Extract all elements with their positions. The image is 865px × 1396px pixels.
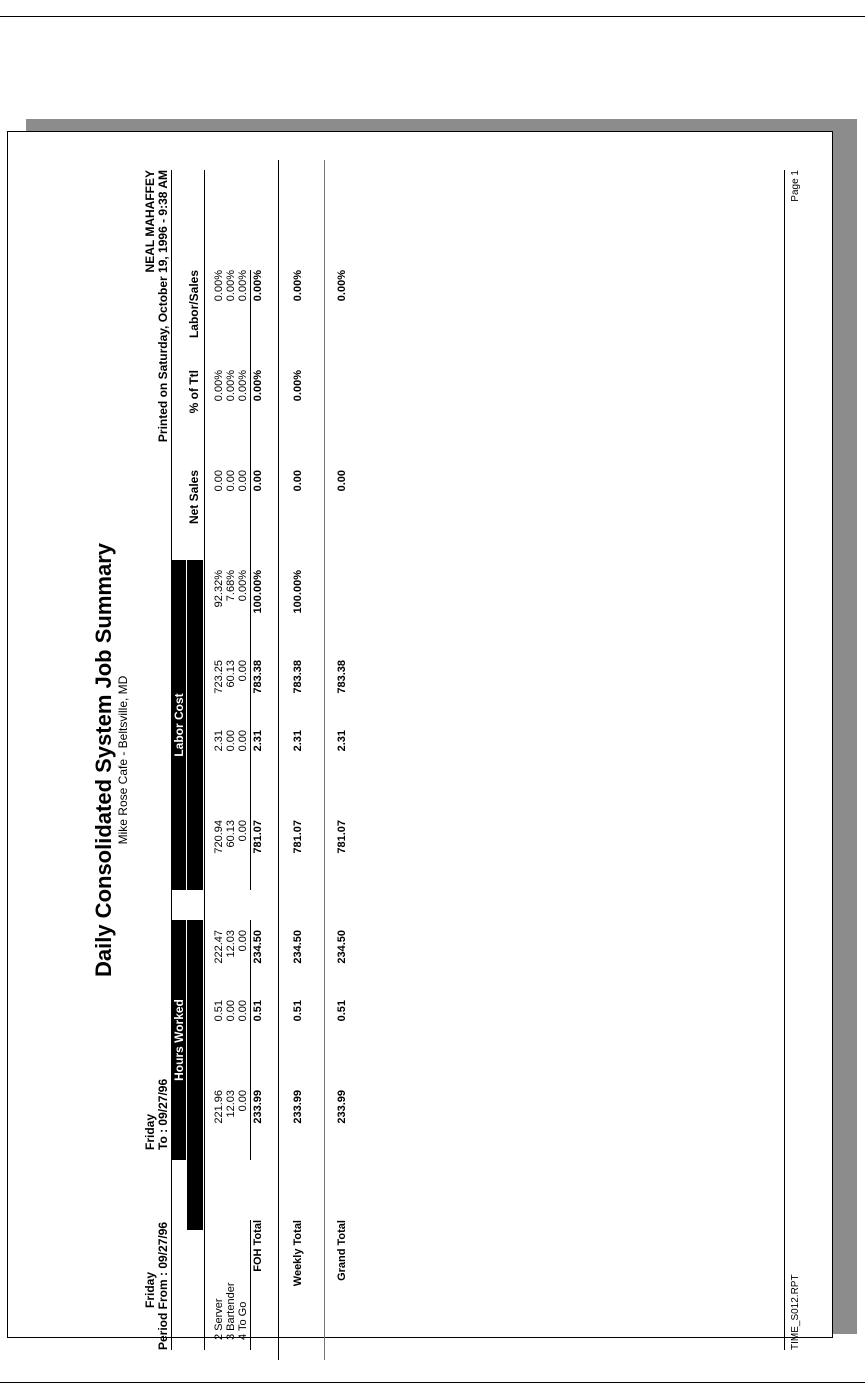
report-page [7,131,833,1350]
report-title: Daily Consolidated System Job Summary [91,542,116,978]
table-cell: 0.00 [292,470,304,492]
col-total-hours: Total [187,930,201,958]
table-cell: 60.13 [225,660,237,688]
table-cell: 12.03 [225,1090,237,1118]
row-label: 4 To Go [237,1301,249,1340]
table-cell: 783.38 [252,660,264,694]
table-cell: 0.00 [237,930,249,952]
table-cell: 2.31 [336,730,348,752]
col-overtime-hours: Overtime [187,1000,201,1053]
col-regular-cost: Regular [187,820,201,865]
grand-rule [324,160,325,1360]
period-from-day: Friday [143,1272,157,1309]
table-cell: 0.00% [336,270,348,302]
table-cell: 92.32% [213,570,225,608]
table-cell: 0.00% [213,270,225,302]
table-cell: 0.00% [292,270,304,302]
period-from: Period From : 09/27/96 [156,1221,170,1350]
report-subtitle: Mike Rose Cafe - Beltsville, MD [116,675,130,845]
table-cell: 2.31 [292,730,304,752]
labor-cost-label: Labor Cost [172,693,186,757]
table-cell: 2.31 [213,730,225,752]
table-cell: 0.00% [225,370,237,402]
period-to-day: Friday [143,1113,157,1150]
top-rule [0,16,865,17]
subtotal-rule [250,270,251,560]
weekly-rule [278,160,279,1360]
report-file-name: TIME_S012.RPT [790,1274,801,1350]
table-cell: 233.99 [336,1090,348,1124]
labor-cost-bar [172,560,186,890]
table-cell: 0.00 [252,470,264,492]
table-cell: 0.00% [237,270,249,302]
table-cell: 0.00 [225,1000,237,1022]
column-header-rule [204,170,205,1350]
table-cell: 234.50 [336,930,348,964]
table-cell: 7.68% [225,570,237,602]
table-cell: 0.51 [292,1000,304,1022]
table-cell: 0.00% [252,270,264,302]
table-cell: 0.00 [225,730,237,752]
col-pct-total-sales: % of Ttl [187,370,201,414]
col-labor-sales: Labor/Sales [187,270,201,339]
table-cell: 0.00 [237,470,249,492]
table-cell: 0.51 [336,1000,348,1022]
table-cell: 2.31 [252,730,264,752]
subtotal-rule [250,1220,251,1350]
grand-total-label: Grand Total [336,1220,348,1281]
table-cell: 0.00 [237,660,249,682]
table-cell: 234.50 [292,930,304,964]
footer-rule [784,170,785,1350]
table-cell: 0.00 [237,730,249,752]
col-regular-hours: Regular [187,1090,201,1135]
table-cell: 233.99 [252,1090,264,1124]
table-cell: 783.38 [336,660,348,694]
table-cell: 12.03 [225,930,237,958]
printed-date: Printed on Saturday, October 19, 1996 - 9:38 AM [156,170,170,443]
table-cell: 723.25 [213,660,225,694]
col-net-sales: Net Sales [187,470,201,525]
table-cell: 720.94 [213,820,225,854]
table-cell: 221.96 [213,1090,225,1124]
period-to: To : 09/27/96 [156,1078,170,1150]
hours-worked-label: Hours Worked [172,999,186,1081]
table-cell: 0.00 [237,1000,249,1022]
bottom-rule [0,1382,865,1383]
weekly-total-label: Weekly Total [292,1220,304,1287]
table-cell: 222.47 [213,930,225,964]
table-cell: 0.00 [237,1090,249,1112]
table-cell: 781.07 [252,820,264,854]
table-cell: 781.07 [336,820,348,854]
table-cell: 0.00 [225,470,237,492]
col-overtime-cost: Overtime [187,730,201,783]
table-cell: 0.00 [336,470,348,492]
col-total-cost: Total [187,660,201,688]
user-name: NEAL MAHAFFEY [143,170,157,273]
table-cell: 0.00% [213,370,225,402]
table-cell: 783.38 [292,660,304,694]
foh-total-label: FOH Total [252,1220,264,1272]
table-cell: 0.00% [225,270,237,302]
hours-worked-bar [172,920,186,1160]
table-cell: 0.00% [252,370,264,402]
table-cell: 234.50 [252,930,264,964]
col-pct-total-cost: % of Ttl [187,570,201,614]
table-cell: 0.51 [213,1000,225,1022]
subtotal-rule [250,560,251,890]
report-body [39,160,859,1360]
table-cell: 100.00% [292,570,304,614]
table-cell: 0.51 [252,1000,264,1022]
table-cell: 0.00% [292,370,304,402]
table-cell: 0.00% [237,570,249,602]
table-cell: 0.00% [237,370,249,402]
row-label: 2 Server [213,1298,225,1340]
table-cell: 0.00 [237,820,249,842]
subtotal-rule [250,920,251,1160]
table-cell: 781.07 [292,820,304,854]
row-label: 3 Bartender [225,1282,237,1340]
table-cell: 233.99 [292,1090,304,1124]
table-cell: 0.00 [213,470,225,492]
page-number: Page 1 [790,170,801,202]
table-cell: 60.13 [225,820,237,848]
table-cell: 100.00% [252,570,264,614]
